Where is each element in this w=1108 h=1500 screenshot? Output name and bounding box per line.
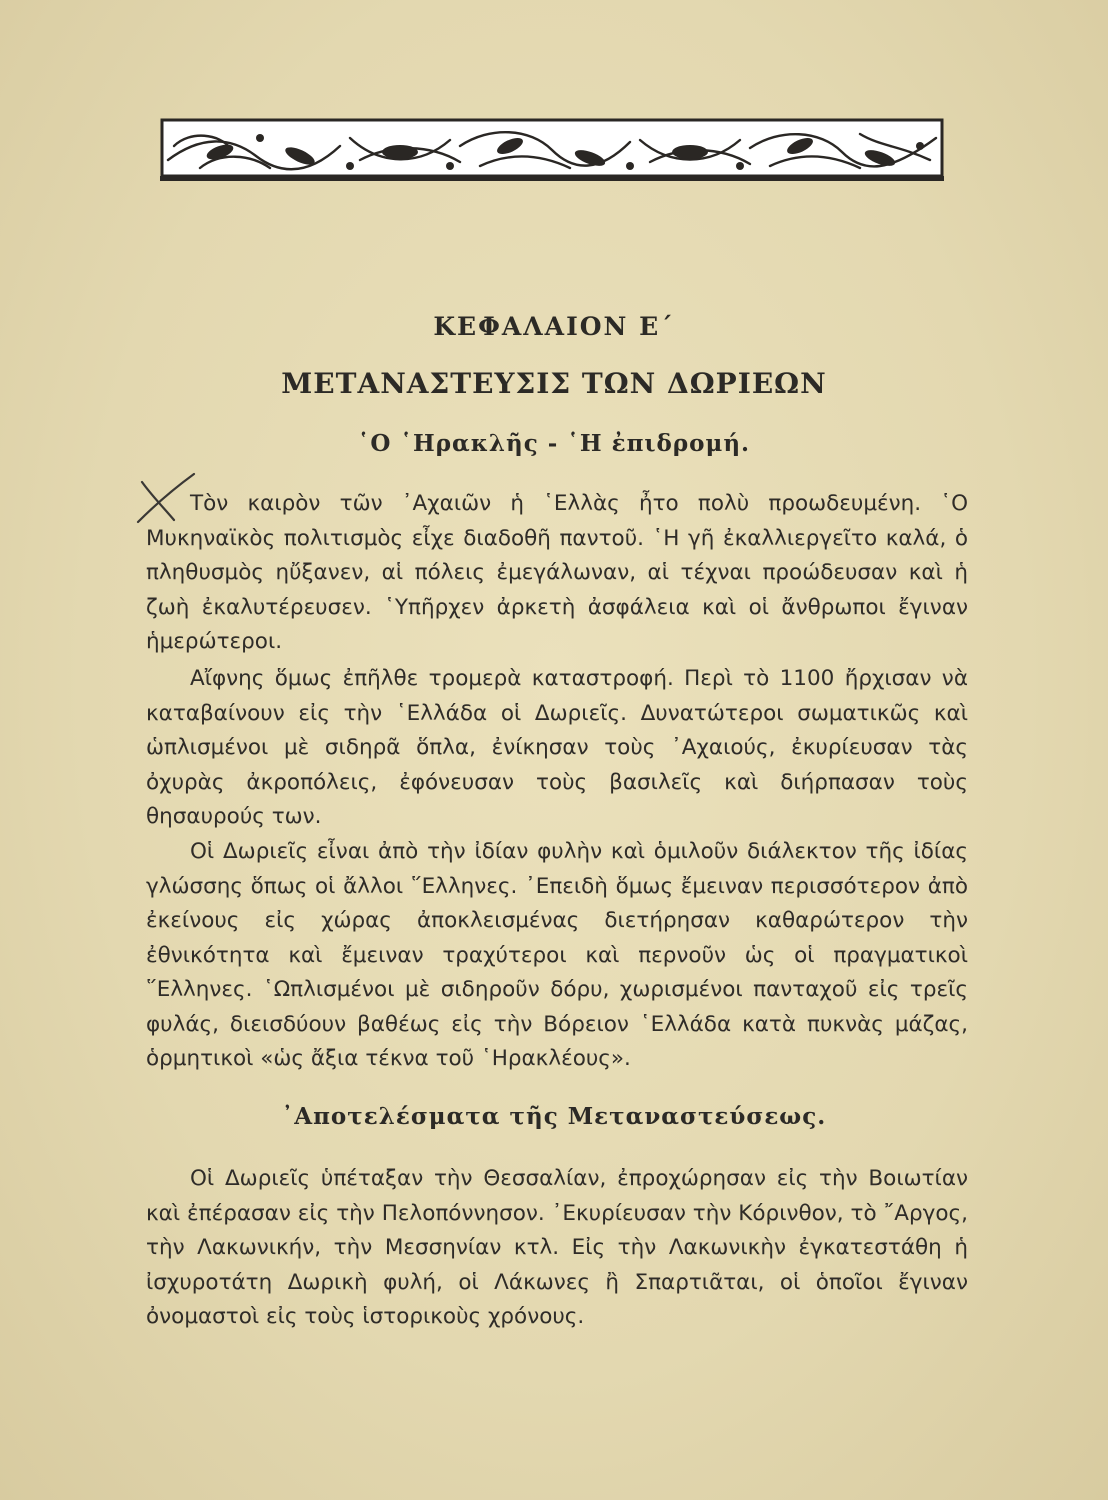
section-heading-heracles: ῾Ο ῾Ηρακλῆς - ῾Η ἐπιδρομή. bbox=[357, 430, 751, 457]
section-heading-results: ᾿Αποτελέσματα τῆς Μεταναστεύσεως. bbox=[281, 1103, 827, 1130]
decorative-header-band bbox=[160, 116, 944, 182]
paragraph: Οἱ Δωριεῖς εἶναι ἀπὸ τὴν ἰδίαν φυλὴν καὶ ὁμιλοῦν διάλεκτον τῆς ἰδίας γλώσσης ὅπως οἱ ἄλλοι ῞Ελληνες. ᾿Επειδὴ ὅμως ἔμειναν περισσότερον ἀπὸ ἐκείνους εἰς χώρας ἀποκλεισμένας διετήρησαν καθαρώτερον τὴν ἐθνικότητα καὶ ἔμειναν τραχύτεροι καὶ περνοῦν ὡς οἱ πραγματικοὶ ῞Ελληνες. ῾Ωπλισμένοι μὲ σιδηροῦν δόρυ, χωρισμένοι πανταχοῦ εἰς τρεῖς φυλάς, διεισδύουν βαθέως εἰς τὴν Βόρειον ῾Ελλάδα κατὰ πυκνὰς μάζας, ὁρμητικοὶ «ὡς ἄξια τέκνα τοῦ ῾Ηρακλέους». bbox=[146, 839, 968, 1071]
paragraph: Αἴφνης ὅμως ἐπῆλθε τρομερὰ καταστροφή. Περὶ τὸ 1100 ἤρχισαν νὰ καταβαίνουν εἰς τὴν ῾Ελλάδα οἱ Δωριεῖς. Δυνατώτεροι σωματικῶς καὶ ὡπλισμένοι μὲ σιδηρᾶ ὅπλα, ἐνίκησαν τοὺς ᾿Αχαιούς, ἐκυρίευσαν τὰς ὀχυρὰς ἀκροπόλεις, ἐφόνευσαν τοὺς βασιλεῖς καὶ διήρπασαν τοὺς θησαυρούς των. bbox=[146, 666, 968, 829]
chapter-label: ΚΕΦΑΛΑΙΟΝ Ε΄ bbox=[433, 312, 675, 341]
chapter-title: ΜΕΤΑΝΑΣΤΕΥΣΙΣ ΤΩΝ ΔΩΡΙΕΩΝ bbox=[281, 367, 827, 400]
paragraph: Οἱ Δωριεῖς ὑπέταξαν τὴν Θεσσαλίαν, ἐπροχώρησαν εἰς τὴν Βοιωτίαν καὶ ἐπέρασαν εἰς τὴν Πελοπόννησον. ᾿Εκυρίευσαν τὴν Κόρινθον, τὸ ῎Αργος, τὴν Λακωνικήν, τὴν Μεσσηνίαν κτλ. Εἰς τὴν Λακωνικὴν ἐγκατεστάθη ἡ ἰσχυροτάτη Δωρικὴ φυλή, οἱ Λάκωνες ἢ Σπαρτιᾶται, οἱ ὁποῖοι ἔγιναν ὀνομαστοὶ εἰς τοὺς ἱστορικοὺς χρόνους. bbox=[146, 1166, 968, 1329]
paragraph: Τὸν καιρὸν τῶν ᾿Αχαιῶν ἡ ῾Ελλὰς ἦτο πολὺ προωδευμένη. ῾Ο Μυκηναϊκὸς πολιτισμὸς εἶχε διαδοθῆ παντοῦ. ῾Η γῆ ἐκαλλιεργεῖτο καλά, ὁ πληθυσμὸς ηὔξανεν, αἱ πόλεις ἐμεγάλωναν, αἱ τέχναι προώδευσαν καὶ ἡ ζωὴ ἐκαλυτέρευσεν. ῾Υπῆρχεν ἀρκετὴ ἀσφάλεια καὶ οἱ ἄνθρωποι ἔγιναν ἡμερώτεροι. bbox=[146, 491, 968, 654]
